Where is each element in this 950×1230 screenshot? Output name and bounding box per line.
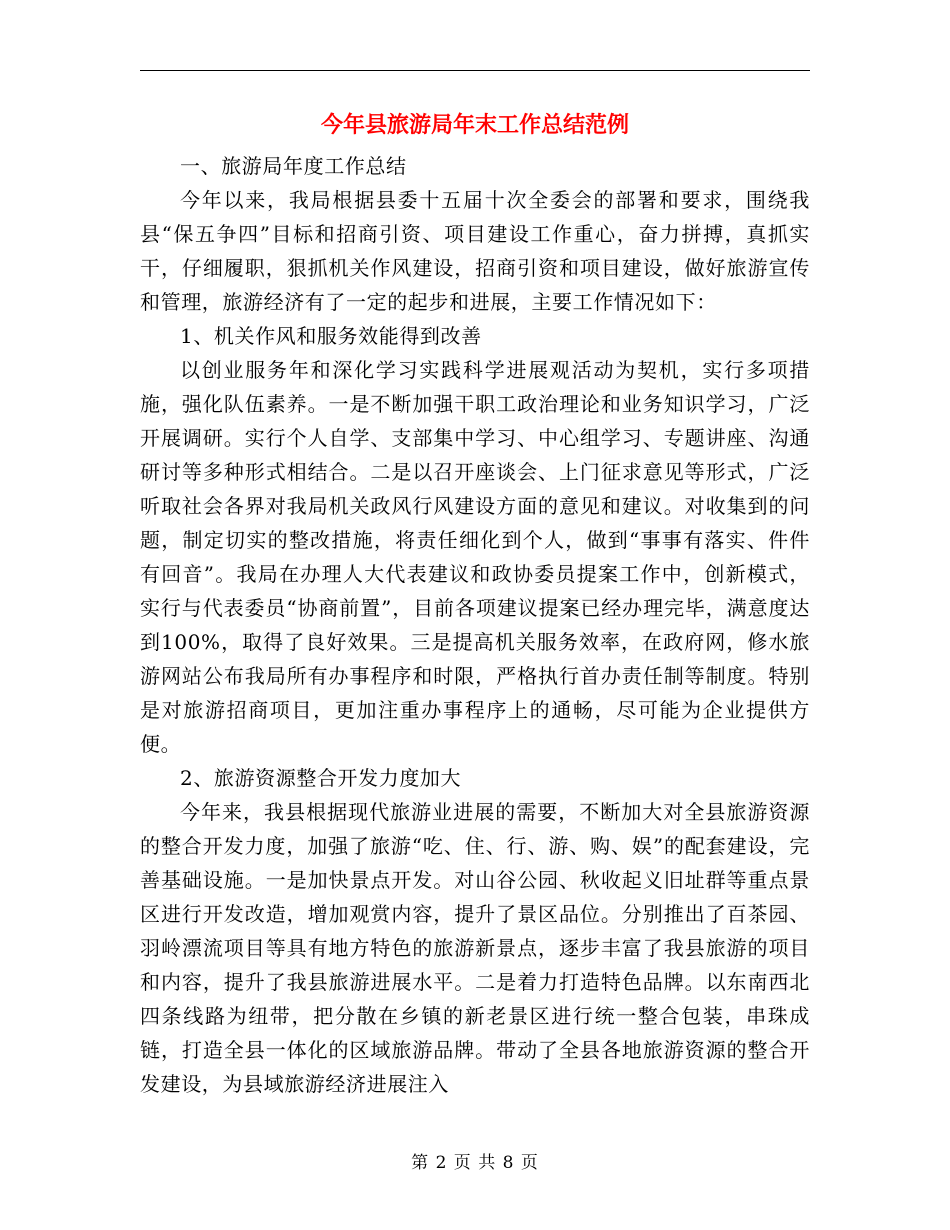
header-rule: [140, 70, 810, 71]
section-heading: 一、旅游局年度工作总结: [180, 154, 407, 178]
subsection-paragraph-1: 以创业服务年和深化学习实践科学进展观活动为契机，实行多项措施，强化队伍素养。一是不断加强干职工政治理论和业务知识学习，广泛开展调研。实行个人自学、支部集中学习、中心组学习、专题讲座、沟通研讨等多种形式相结合。二是以召开座谈会、上门征求意见等形式，广泛听取社会各界对我局机关政风行风建设方面的意见和建议。对收集到的问题，制定切实的整改措施，将责任细化到个人，做到“事事有落实、件件有回音”。我局在办理人大代表建议和政协委员提案工作中，创新模式，实行与代表委员“协商前置”，目前各项建议提案已经办理完毕，满意度达到100%，取得了良好效果。三是提高机关服务效率，在政府网，修水旅游网站公布我局所有办事程序和时限，严格执行首办责任制等制度。特别是对旅游招商项目，更加注重办事程序上的通畅，尽可能为企业提供方便。: [140, 358, 810, 756]
page-number: 第 2 页 共 8 页: [411, 1153, 539, 1173]
subsection-heading-1: 1、机关作风和服务效能得到改善: [180, 324, 482, 348]
subsection-paragraph-2: 今年来，我县根据现代旅游业进展的需要，不断加大对全县旅游资源的整合开发力度，加强了旅游“吃、住、行、游、购、娱”的配套建设，完善基础设施。一是加快景点开发。对山谷公园、秋收起义旧址群等重点景区进行开发改造，增加观赏内容，提升了景区品位。分别推出了百茶园、羽岭漂流项目等具有地方特色的旅游新景点，逐步丰富了我县旅游的项目和内容，提升了我县旅游进展水平。二是着力打造特色品牌。以东南西北四条线路为纽带，把分散在乡镇的新老景区进行统一整合包装，串珠成链，打造全县一体化的区域旅游品牌。带动了全县各地旅游资源的整合开发建设，为县域旅游经济进展注入: [140, 800, 810, 1096]
document-body: [140, 149, 810, 1101]
document-title: 今年县旅游局年末工作总结范例: [320, 112, 629, 138]
subsection-heading-2: 2、旅游资源整合开发力度加大: [180, 766, 462, 790]
intro-paragraph: 今年以来，我局根据县委十五届十次全委会的部署和要求，围绕我县“保五争四”目标和招商引资、项目建设工作重心，奋力拼搏，真抓实干，仔细履职，狠抓机关作风建设，招商引资和项目建设，做好旅游宣传和管理，旅游经济有了一定的起步和进展，主要工作情况如下：: [140, 188, 810, 314]
